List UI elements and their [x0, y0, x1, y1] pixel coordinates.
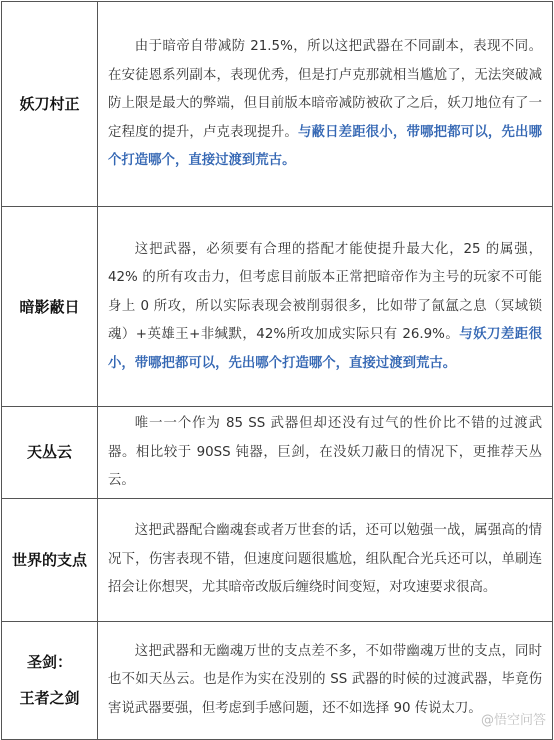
watermark: @悟空问答	[480, 713, 546, 728]
weapon-name: 暗影蔽日	[2, 207, 98, 407]
weapon-name-line: 圣剑：	[26, 653, 72, 671]
description-text: 由于暗帝自带减防 21.5%，所以这把武器在不同副本，表现不同。在安徒恩系列副本，表现优秀，但是打卢克那就相当尴尬了，无法突破减防上限是最大的弊端，但目前版本暗帝减防被砍了之后，妖刀地位有了一定程度的提升，卢克表现提升。	[108, 39, 542, 140]
weapon-name: 天丛云	[2, 407, 98, 499]
description-highlight: 与蔽日差距很小，带哪把都可以，先出哪个打造哪个，直接过渡到荒古。	[108, 124, 542, 169]
weapon-name-line: 王者之剑	[19, 689, 80, 707]
table-row	[2, 2, 553, 207]
weapon-name: 世界的支点	[2, 498, 98, 621]
weapon-description	[98, 498, 553, 621]
table-row	[2, 498, 553, 621]
weapon-description	[98, 2, 553, 207]
table-row	[2, 621, 553, 739]
weapon-table	[1, 1, 553, 740]
weapon-name: 妖刀村正	[2, 2, 98, 207]
description-text: 这把武器配合幽魂套或者万世套的话，还可以勉强一战，属强高的情况下，伤害表现不错，但速度问题很尴尬，组队配合光兵还可以，单刷连招会让你想哭，尤其暗帝改版后缠绕时间变短，对攻速要求很高。	[108, 523, 542, 596]
table-row	[2, 407, 553, 499]
description-highlight: 与妖刀差距很小，带哪把都可以，先出哪个打造哪个，直接过渡到荒古。	[108, 327, 543, 371]
weapon-name	[2, 621, 98, 739]
description-text: 这把武器，必须要有合理的搭配才能使提升最大化，25 的属强，42% 的所有攻击力，但考虑目前版本正常把暗帝作为主号的玩家不可能身上 0 所攻，所以实际表现会被削弱很多，比如带了氤氲之息（冥域锁魂）+英雄王+非缄默，42%所攻加成实际只有 26.9%。	[108, 241, 542, 343]
description-text: 这把武器和无幽魂万世的支点差不多，不如带幽魂万世的支点，同时也不如天丛云。也是作为实在没别的 SS 武器的时候的过渡武器，毕竟伤害说武器要强，但考虑到手感问题，还不如选择 90 传说太刀。	[108, 643, 542, 716]
description-text: 唯一一个作为 85 SS 武器但却还没有过气的性价比不错的过渡武器。相比较于 90SS 钝器，巨剑，在没妖刀蔽日的情况下，更推荐天丛云。	[108, 416, 542, 488]
weapon-description	[98, 407, 553, 499]
weapon-description	[98, 207, 553, 407]
table-row	[2, 207, 553, 407]
